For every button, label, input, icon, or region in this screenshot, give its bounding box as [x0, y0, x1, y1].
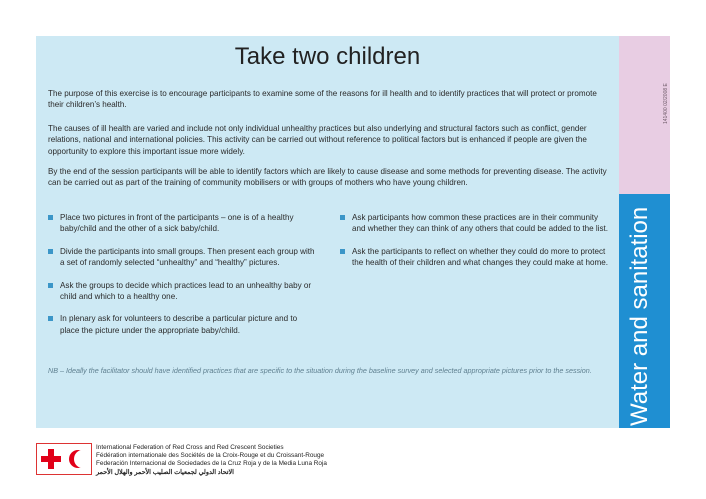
facilitator-note: NB – Ideally the facilitator should have identified practices that are specific to the situation during the baseline survey and selected appropriate pictures prior to the session.	[48, 366, 592, 375]
org-name-arabic: الاتحاد الدولي لجمعيات الصليب الأحمر والهلال الأحمر	[96, 468, 234, 476]
bullet-square-icon	[48, 249, 53, 254]
step-item	[340, 246, 610, 269]
steps-left-column	[48, 212, 316, 347]
bullet-square-icon	[340, 249, 345, 254]
step-item	[48, 280, 316, 303]
document-code: 141400 02/2008 E	[663, 83, 669, 124]
bullet-square-icon	[48, 215, 53, 220]
steps-right-column	[340, 212, 610, 280]
step-text: In plenary ask for volunteers to describe a particular picture and to place the picture under the appropriate baby/child.	[60, 314, 298, 335]
organisation-names	[96, 444, 327, 477]
bullet-square-icon	[340, 215, 345, 220]
org-name-english: International Federation of Red Cross and Red Crescent Societies	[96, 444, 284, 451]
step-item	[48, 246, 316, 269]
bullet-square-icon	[48, 316, 53, 321]
step-item	[340, 212, 610, 235]
step-text: Ask the groups to decide which practices lead to an unhealthy baby or child and which to a healthy one.	[60, 280, 312, 302]
step-text: Ask participants how common these practices are in their community and whether they can think of any others that could be added to the list.	[352, 213, 609, 234]
bullet-square-icon	[48, 283, 53, 288]
intro-paragraph: The purpose of this exercise is to encourage participants to examine some of the reasons for ill health and to identify practices that will protect or promote their children’s health.	[48, 89, 597, 110]
outcome-paragraph: By the end of the session participants will be able to identify factors which are likely to cause disease and some methods for preventing disease. The activity can be carried out as part of the training of community mobilisers or with groups of mothers who have young children.	[48, 167, 607, 188]
step-text: Ask the participants to reflect on whether they could do more to protect the health of their children and what changes they could make at home.	[352, 246, 609, 268]
step-item	[48, 212, 316, 235]
page-title: Take two children	[234, 43, 421, 70]
side-tab-section	[619, 194, 670, 428]
causes-paragraph: The causes of ill health are varied and include not only individual unhealthy practices but also underlying and structural factors such as conflict, gender relations, national and international policies. This activity can be carried out without reference to political factors but is enhanced if people are given the opportunity to explore this important issue more widely.	[48, 124, 587, 156]
step-item	[48, 313, 316, 336]
org-name-french: Fédération internationale des Sociétés de la Croix-Rouge et du Croissant-Rouge	[96, 452, 325, 460]
step-text: Divide the participants into small groups. Then present each group with a set of randomly selected “unhealthy” and “healthy” pictures.	[60, 246, 315, 268]
org-name-spanish: Federación Internacional de Sociedades de la Cruz Roja y de la Media Luna Roja	[96, 460, 327, 468]
red-cross-red-crescent-logo	[36, 443, 92, 475]
section-label: Water and sanitation	[626, 206, 653, 426]
step-text: Place two pictures in front of the participants – one is of a healthy baby/child and the other of a sick baby/child.	[60, 213, 294, 234]
